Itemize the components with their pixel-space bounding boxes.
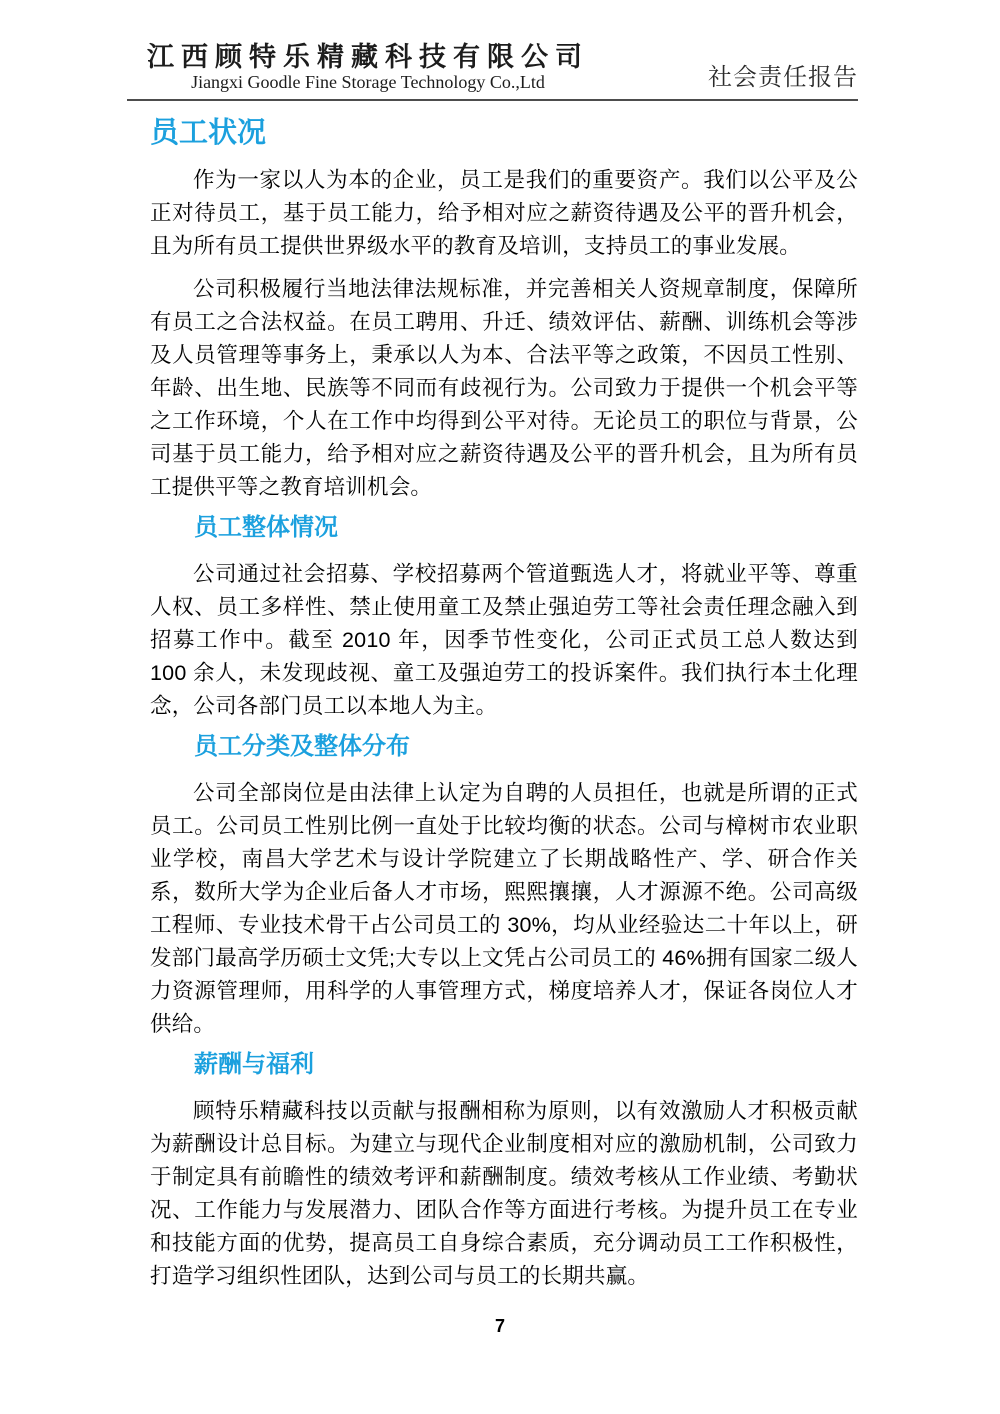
subsection-title-compensation-benefits: 薪酬与福利 [194, 1050, 314, 1078]
body-paragraph: 作为一家以人为本的企业，员工是我们的重要资产。我们以公平及公正对待员工，基于员工能力，给予相对应之薪资待遇及公平的晋升机会，且为所有员工提供世界级水平的教育及培训，支持员工的事业发展。 [150, 167, 858, 258]
body-paragraph: 顾特乐精藏科技以贡献与报酬相称为原则，以有效激励人才积极贡献为薪酬设计总目标。为建立与现代企业制度相对应的激励机制，公司致力于制定具有前瞻性的绩效考评和薪酬制度。绩效考核从工作业绩、考勤状况、工作能力与发展潜力、团队合作等方面进行考核。为提升员工在专业和技能方面的优势，提高员工自身综合素质，充分调动员工工作积极性，打造学习组织性团队，达到公司与员工的长期共赢。 [150, 1098, 858, 1288]
subsection-title-employee-distribution: 员工分类及整体分布 [194, 732, 410, 760]
company-name-chinese: 江西顾特乐精藏科技有限公司 [147, 42, 589, 73]
page-content [150, 117, 858, 1293]
document-title: 社会责任报告 [708, 63, 858, 91]
body-paragraph: 公司积极履行当地法律法规标准，并完善相关人资规章制度，保障所有员工之合法权益。在员工聘用、升迁、绩效评估、薪酬、训练机会等涉及人员管理等事务上，秉承以人为本、合法平等之政策，不因员工性别、年龄、出生地、民族等不同而有歧视行为。公司致力于提供一个机会平等之工作环境，个人在工作中均得到公平对待。无论员工的职位与背景，公司基于员工能力，给予相对应之薪资待遇及公平的晋升机会，且为所有员工提供平等之教育培训机会。 [150, 276, 858, 499]
company-name-english: Jiangxi Goodle Fine Storage Technology Co.,Ltd [191, 72, 545, 93]
body-paragraph: 公司通过社会招募、学校招募两个管道甄选人才，将就业平等、尊重人权、员工多样性、禁止使用童工及禁止强迫劳工等社会责任理念融入到招募工作中。截至 2010 年，因季节性变化，公司正式员工总人数达到 100 余人，未发现歧视、童工及强迫劳工的投诉案件。我们执行本土化理念，公司各部门员工以本地人为主。 [150, 561, 858, 718]
subsection-title-employee-overview: 员工整体情况 [194, 513, 338, 541]
section-title-employee-status: 员工状况 [150, 116, 267, 149]
page-number: 7 [494, 1316, 505, 1336]
page-header [127, 42, 858, 101]
company-logo [127, 42, 589, 93]
body-paragraph: 公司全部岗位是由法律上认定为自聘的人员担任，也就是所谓的正式员工。公司员工性别比例一直处于比较均衡的状态。公司与樟树市农业职业学校，南昌大学艺术与设计学院建立了长期战略性产、学、研合作关系，数所大学为企业后备人才市场，熙熙攘攘，人才源源不绝。公司高级工程师、专业技术骨干占公司员工的 30%，均从业经验达二十年以上，研发部门最高学历硕士文凭;大专以上文凭占公司员工的 46%拥有国家二级人力资源管理师，用科学的人事管理方式，梯度培养人才，保证各岗位人才供给。 [150, 780, 858, 1036]
